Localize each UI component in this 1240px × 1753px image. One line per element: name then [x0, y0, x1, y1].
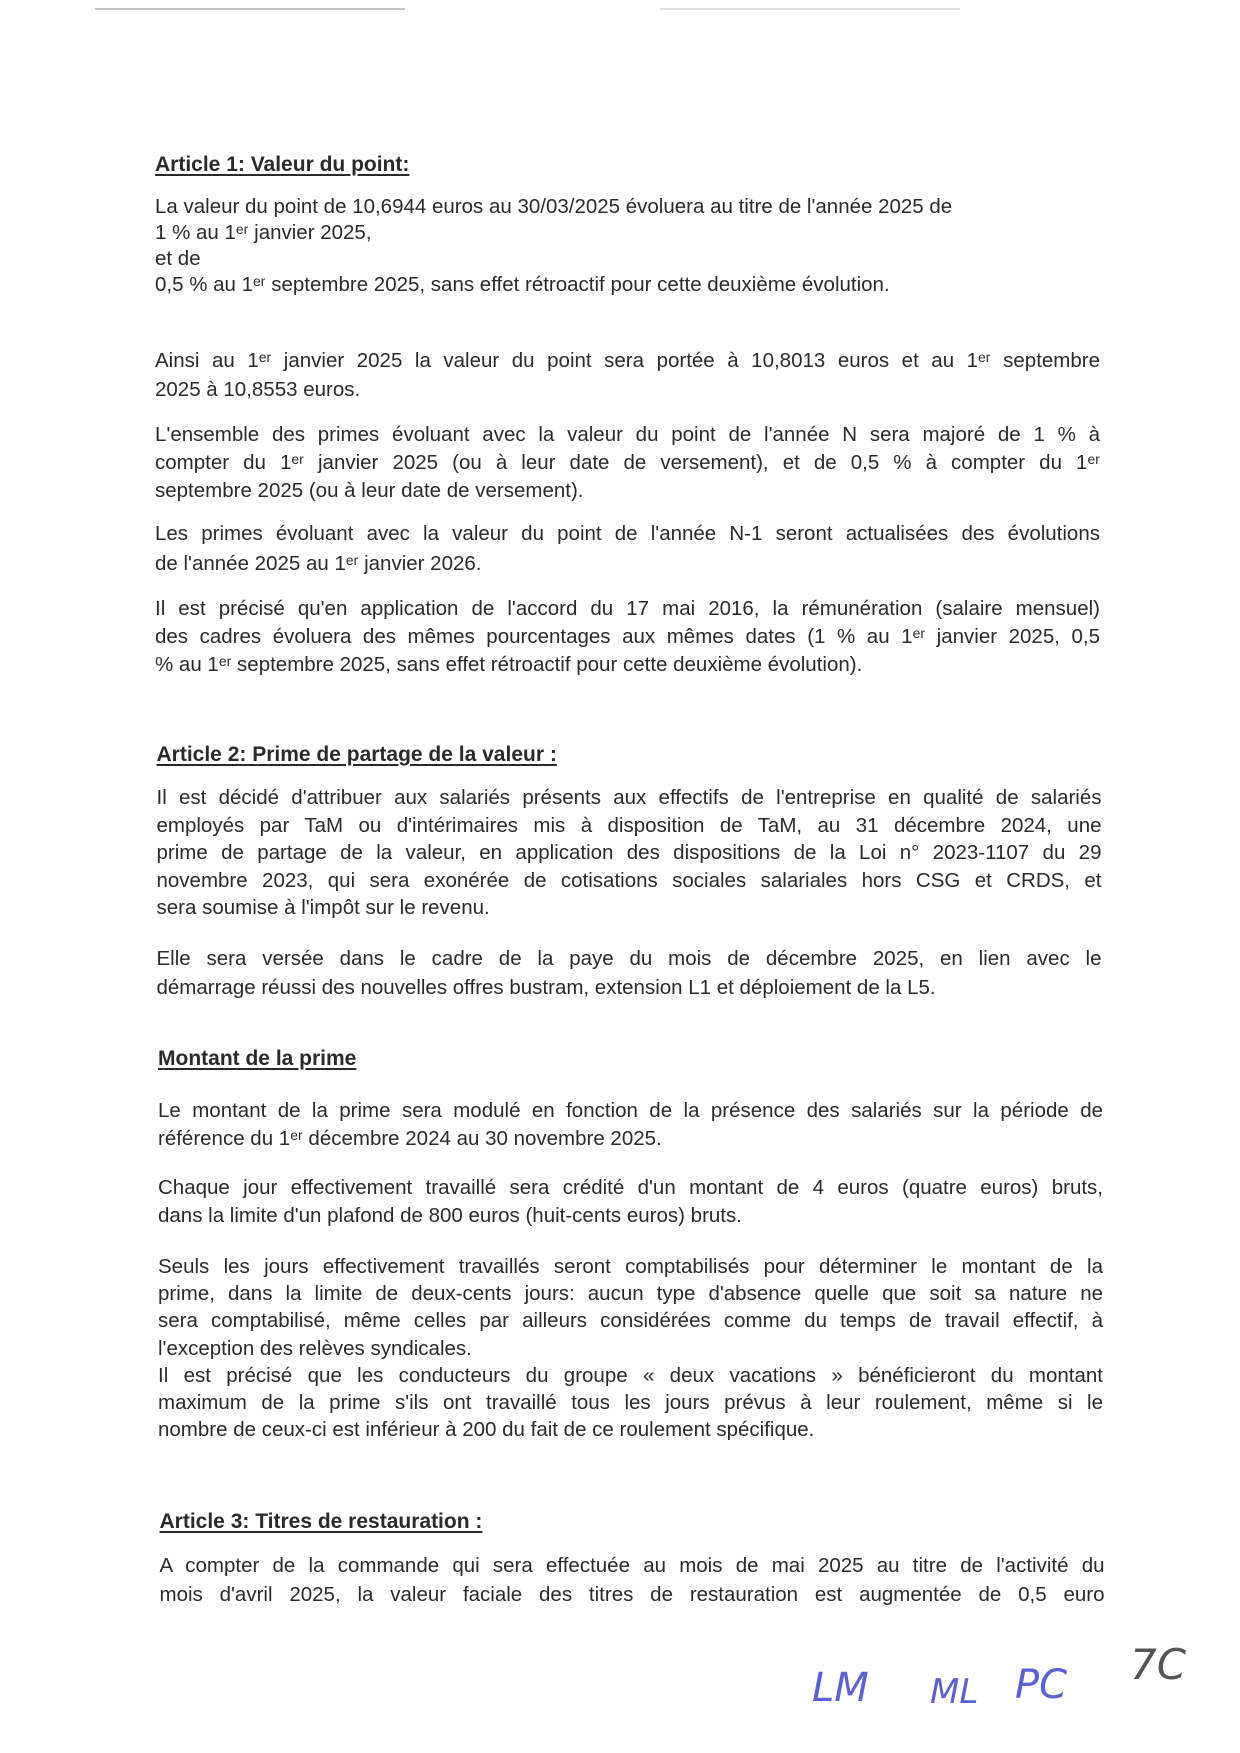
text-line: de l'année 2025 au 1ᵉʳ janvier 2026. [155, 552, 482, 575]
signature-initials-ml: ML [930, 1672, 979, 1712]
paragraph [155, 194, 1100, 298]
text-line: septembre 2025 (ou à leur date de versement). [155, 479, 584, 502]
text-line: Elle sera versée dans le cadre de la paye du mois de décembre 2025, en lien avec le [156, 947, 1102, 970]
paragraph [158, 1253, 1103, 1443]
text-line: prime, dans la limite de deux-cents jours: aucun type d'absence quelle que soit sa nature ne [158, 1282, 1103, 1306]
signature-initials-pc: PC [1015, 1662, 1068, 1708]
text-line: maximum de la prime s'ils ont travaillé tous les jours prévus à leur roulement, même si le [158, 1391, 1103, 1415]
paragraph [155, 346, 1100, 404]
text-line: Les primes évoluant avec la valeur du point de l'année N-1 seront actualisées des évolutions [155, 522, 1100, 545]
text-line: Il est décidé d'attribuer aux salariés présents aux effectifs de l'entreprise en qualité de salariés [156, 786, 1102, 809]
section-heading-montant: Montant de la prime [158, 1047, 357, 1070]
text-line: prime de partage de la valeur, en application des dispositions de la Loi n° 2023-1107 du 29 [156, 841, 1102, 864]
text-line: et de [155, 247, 201, 270]
text-line: 2025 à 10,8553 euros. [155, 378, 361, 401]
paragraph [157, 944, 1102, 1002]
text-line: Ainsi au 1ᵉʳ janvier 2025 la valeur du point sera portée à 10,8013 euros et au 1ᵉʳ septembre [155, 349, 1100, 372]
paragraph [157, 784, 1102, 922]
section-heading-article1: Article 1: Valeur du point: [155, 153, 410, 176]
text-line: 1 % au 1ᵉʳ janvier 2025, [155, 221, 372, 244]
text-line: Il est précisé que les conducteurs du groupe « deux vacations » bénéficieront du montant [158, 1363, 1103, 1387]
text-line: sera soumise à l'impôt sur le revenu. [156, 896, 490, 919]
paragraph [160, 1551, 1105, 1609]
text-line: compter du 1ᵉʳ janvier 2025 (ou à leur date de versement), et de 0,5 % à compter du 1ᵉʳ [155, 451, 1100, 474]
text-line: démarrage réussi des nouvelles offres bustram, extension L1 et déploiement de la L5. [156, 976, 936, 999]
paragraph [155, 595, 1100, 679]
scan-artifact-line [660, 8, 960, 10]
scan-artifact-line [95, 8, 405, 10]
text-line: novembre 2023, qui sera exonérée de cotisations sociales salariales hors CSG et CRDS, et [156, 868, 1102, 892]
section-heading-article2: Article 2: Prime de partage de la valeur : [156, 743, 557, 766]
text-line: 0,5 % au 1ᵉʳ septembre 2025, sans effet rétroactif pour cette deuxième évolution. [155, 273, 890, 296]
signature-initials-lm: LM [812, 1665, 869, 1711]
text-line: référence du 1ᵉʳ décembre 2024 au 30 novembre 2025. [158, 1127, 662, 1150]
text-line: Il est précisé qu'en application de l'accord du 17 mai 2016, la rémunération (salaire mensuel) [155, 597, 1100, 620]
section-heading-article3: Article 3: Titres de restauration : [159, 1510, 483, 1533]
text-line: La valeur du point de 10,6944 euros au 30/03/2025 évoluera au titre de l'année 2025 de [155, 195, 953, 218]
text-line: sera comptabilisé, même celles par ailleurs considérées comme du temps de travail effectif, à [158, 1309, 1103, 1333]
text-line: A compter de la commande qui sera effectuée au mois de mai 2025 au titre de l'activité du [159, 1554, 1105, 1577]
text-line: des cadres évoluera des mêmes pourcentages aux mêmes dates (1 % au 1ᵉʳ janvier 2025, 0,5 [155, 625, 1100, 648]
paragraph [158, 1174, 1103, 1230]
paragraph [155, 421, 1100, 505]
text-line: employés par TaM ou d'intérimaires mis à disposition de TaM, au 31 décembre 2024, une [156, 813, 1102, 837]
text-line: nombre de ceux-ci est inférieur à 200 du fait de ce roulement spécifique. [158, 1418, 815, 1442]
text-line: L'ensemble des primes évoluant avec la valeur du point de l'année N sera majoré de 1 % à [155, 423, 1100, 446]
paragraph [155, 519, 1100, 579]
text-line: Chaque jour effectivement travaillé sera crédité d'un montant de 4 euros (quatre euros) bruts, [158, 1176, 1103, 1199]
text-line: Le montant de la prime sera modulé en fonction de la présence des salariés sur la période de [158, 1099, 1103, 1122]
text-line: mois d'avril 2025, la valeur faciale des titres de restauration est augmentée de 0,5 euro [159, 1583, 1105, 1606]
text-line: Seuls les jours effectivement travaillés seront comptabilisés pour déterminer le montant de la [158, 1255, 1103, 1278]
signature-initials-7c: 7C [1130, 1640, 1187, 1689]
text-line: dans la limite d'un plafond de 800 euros (huit-cents euros) bruts. [158, 1204, 742, 1227]
text-line: % au 1ᵉʳ septembre 2025, sans effet rétroactif pour cette deuxième évolution). [155, 653, 863, 676]
paragraph [158, 1097, 1103, 1153]
text-line: l'exception des relèves syndicales. [158, 1336, 472, 1360]
